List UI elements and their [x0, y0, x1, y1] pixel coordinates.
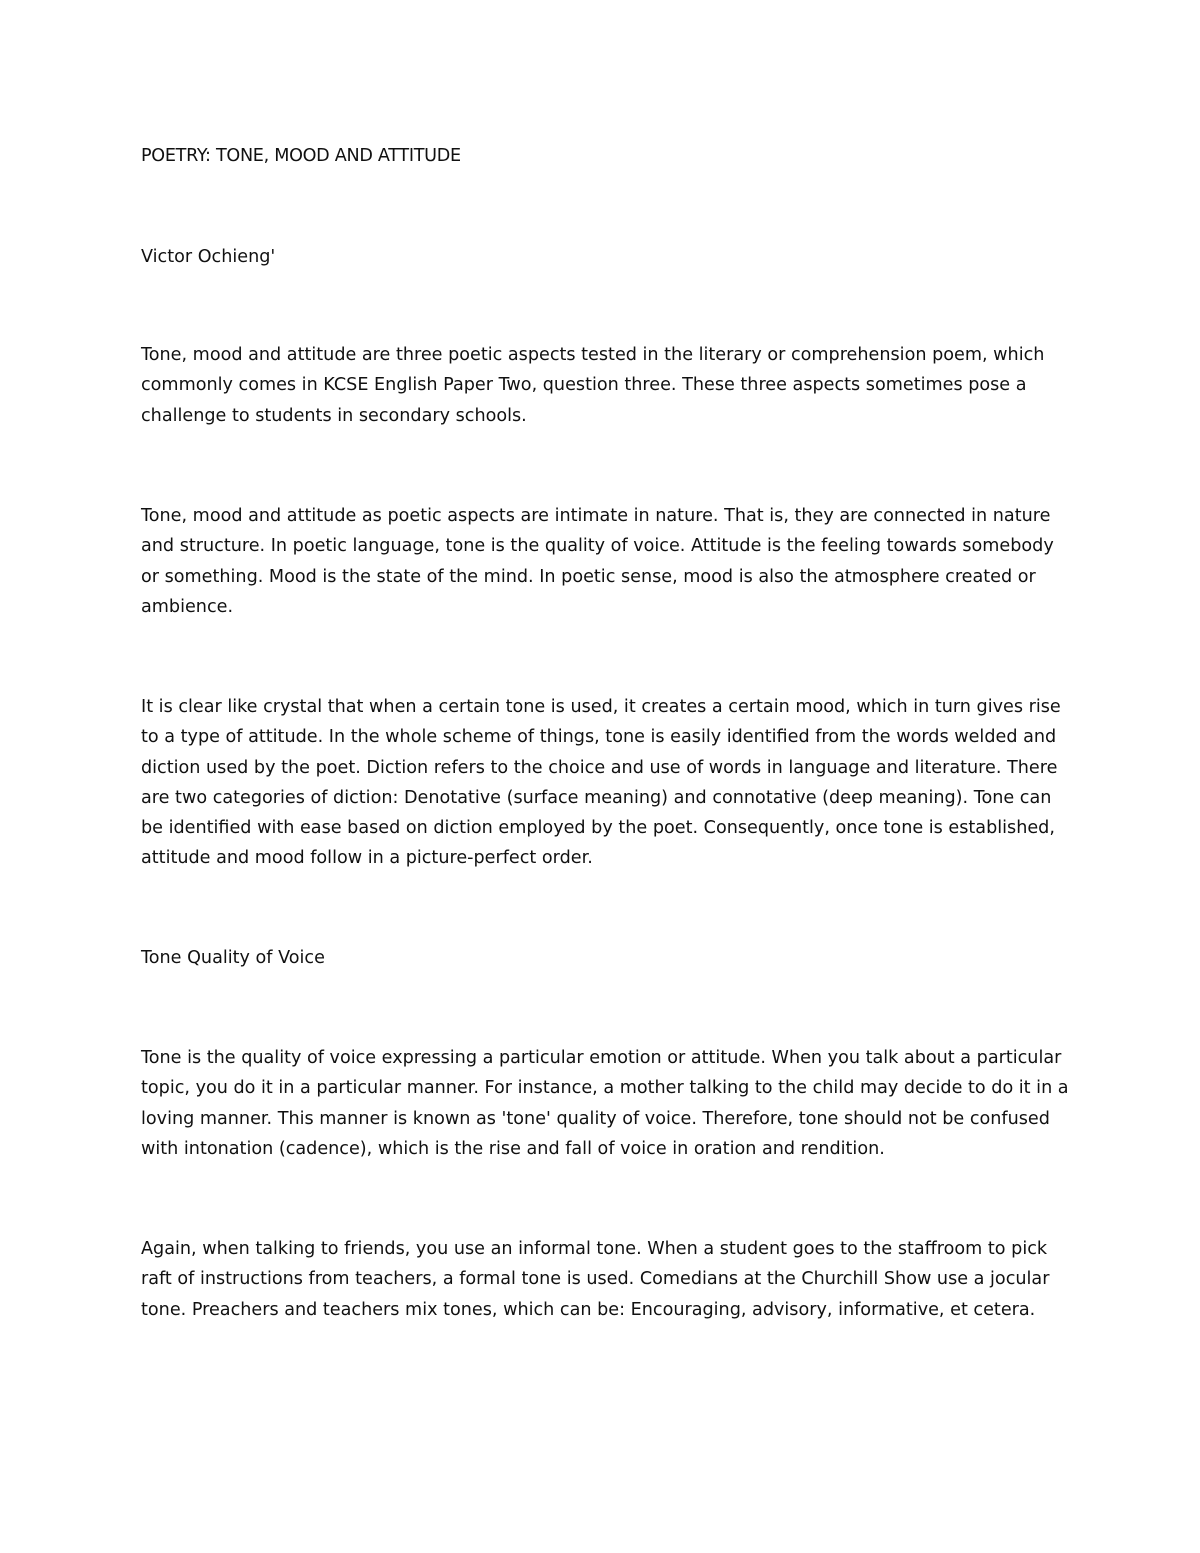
- author-name-text: Victor Ochieng': [141, 247, 276, 267]
- paragraph-line: topic, you do it in a particular manner. For instance, a mother talking to the child may decide to do it in a: [141, 1078, 1069, 1099]
- paragraph-line: Tone, mood and attitude are three poetic aspects tested in the literary or comprehension poem, which: [141, 345, 1045, 365]
- paragraph-line: commonly comes in KCSE English Paper Two, question three. These three aspects sometimes pose a: [141, 375, 1027, 396]
- paragraph-intro: [141, 340, 1069, 431]
- paragraph-line: Again, when talking to friends, you use an informal tone. When a student goes to the staffroom to pick: [141, 1239, 1048, 1259]
- section-subheading-text: Tone Quality of Voice: [141, 948, 325, 968]
- paragraph-line: are two categories of diction: Denotative (surface meaning) and connotative (deep meaning). Tone can: [141, 787, 1052, 808]
- paragraph-line: It is clear like crystal that when a certain tone is used, it creates a certain mood, which in turn gives rise: [141, 697, 1061, 717]
- paragraph-line: Tone, mood and attitude as poetic aspects are intimate in nature. That is, they are connected in nature: [141, 506, 1051, 526]
- section-subheading: [141, 943, 1069, 973]
- paragraph-line: loving manner. This manner is known as 'tone' quality of voice. Therefore, tone should not be confused: [141, 1108, 1050, 1129]
- paragraph-line: and structure. In poetic language, tone is the quality of voice. Attitude is the feeling towards somebody: [141, 536, 1054, 557]
- paragraph-line: tone. Preachers and teachers mix tones, which can be: Encouraging, advisory, informative, et cetera.: [141, 1299, 1036, 1320]
- paragraph-line: challenge to students in secondary schools.: [141, 405, 527, 426]
- paragraph-diction: [141, 692, 1069, 874]
- author-name: [141, 242, 1069, 272]
- paragraph-line: to a type of attitude. In the whole scheme of things, tone is easily identified from the words welded and: [141, 727, 1057, 748]
- paragraph-line: diction used by the poet. Diction refers to the choice and use of words in language and literature. There: [141, 757, 1058, 778]
- paragraph-tone-examples: [141, 1234, 1069, 1325]
- paragraph-line: Tone is the quality of voice expressing a particular emotion or attitude. When you talk about a particular: [141, 1048, 1062, 1068]
- paragraph-line: attitude and mood follow in a picture-perfect order.: [141, 848, 593, 869]
- paragraph-line: be identified with ease based on diction employed by the poet. Consequently, once tone is established,: [141, 818, 1055, 839]
- paragraph-line: raft of instructions from teachers, a formal tone is used. Comedians at the Churchill Show use a jocular: [141, 1269, 1050, 1290]
- paragraph-line: or something. Mood is the state of the mind. In poetic sense, mood is also the atmosphere created or: [141, 566, 1036, 587]
- paragraph-line: ambience.: [141, 596, 234, 617]
- paragraph-line: with intonation (cadence), which is the rise and fall of voice in oration and rendition.: [141, 1138, 885, 1159]
- document-title: [141, 141, 1069, 171]
- paragraph-definitions: [141, 501, 1069, 622]
- document-title-text: POETRY: TONE, MOOD AND ATTITUDE: [141, 146, 461, 166]
- paragraph-tone-quality: [141, 1043, 1069, 1164]
